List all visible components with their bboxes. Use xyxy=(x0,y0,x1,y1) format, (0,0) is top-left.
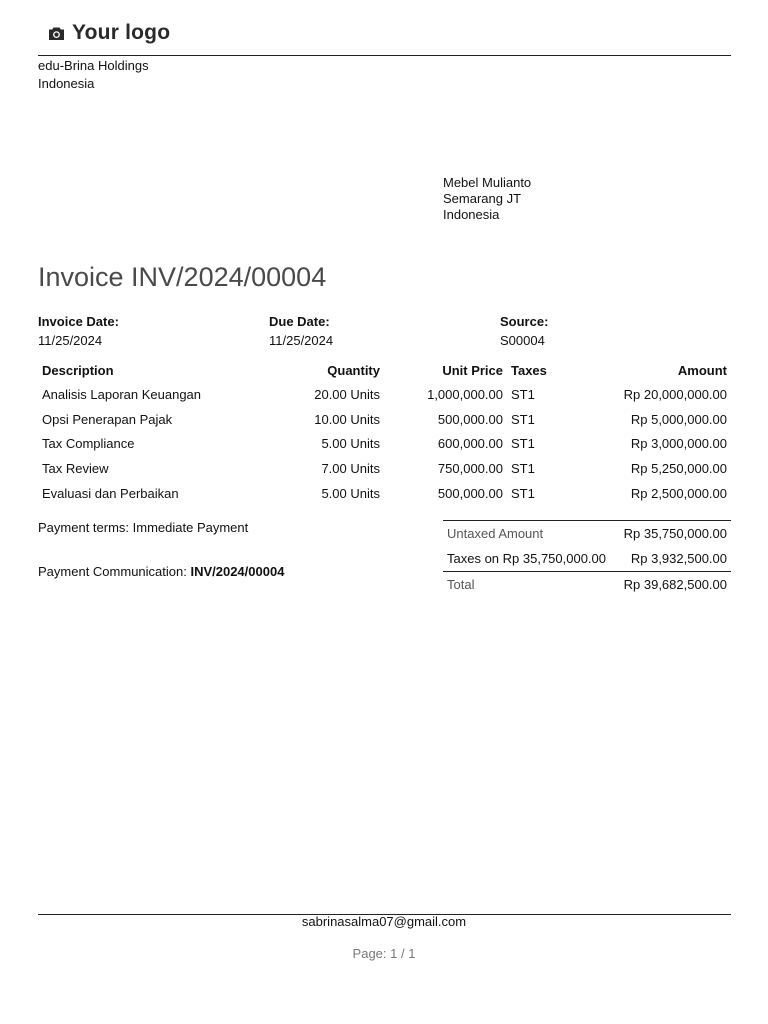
table-row xyxy=(38,382,731,407)
invoice-date-block xyxy=(38,312,119,350)
line-unit-price: 1,000,000.00 xyxy=(427,386,503,402)
due-date-label: Due Date: xyxy=(269,314,330,329)
table-header-row xyxy=(38,358,731,382)
total-label: Total xyxy=(443,572,616,598)
header-description: Description xyxy=(42,362,114,378)
taxes-value: Rp 3,932,500.00 xyxy=(630,551,727,566)
invoice-title: Invoice INV/2024/00004 xyxy=(38,262,327,292)
company-name: edu-Brina Holdings xyxy=(38,58,149,73)
line-amount: Rp 5,000,000.00 xyxy=(630,411,727,427)
page-current: 1 xyxy=(390,946,398,961)
totals-table xyxy=(443,520,731,597)
header-amount: Amount xyxy=(677,362,727,378)
payment-reference: INV/2024/00004 xyxy=(190,564,285,579)
header-unit-price: Unit Price xyxy=(442,362,503,378)
payment-communication xyxy=(38,564,284,579)
page-total: 1 xyxy=(408,946,416,961)
header-divider xyxy=(38,55,731,56)
line-description: Tax Review xyxy=(42,460,109,476)
line-amount: Rp 2,500,000.00 xyxy=(630,485,727,501)
line-unit-price: 600,000.00 xyxy=(437,436,503,452)
line-amount: Rp 20,000,000.00 xyxy=(623,386,727,402)
untaxed-row xyxy=(443,521,731,547)
footer-email: sabrinasalma07@gmail.com xyxy=(301,914,467,929)
header-taxes: Taxes xyxy=(511,362,547,378)
line-amount: Rp 3,000,000.00 xyxy=(630,436,727,452)
company-address xyxy=(38,57,149,93)
company-country: Indonesia xyxy=(38,76,95,91)
line-description: Evaluasi dan Perbaikan xyxy=(42,485,179,501)
due-date-value: 11/25/2024 xyxy=(269,333,334,348)
line-taxes: ST1 xyxy=(511,386,535,402)
table-row xyxy=(38,481,731,506)
line-quantity: 5.00 Units xyxy=(321,436,380,452)
total-value: Rp 39,682,500.00 xyxy=(616,572,731,598)
camera-icon xyxy=(48,26,65,41)
invoice-date-value: 11/25/2024 xyxy=(38,333,103,348)
taxes-row xyxy=(443,546,731,572)
partner-city: Semarang JT xyxy=(443,191,522,206)
line-description: Opsi Penerapan Pajak xyxy=(42,411,173,427)
payment-terms: Payment terms: Immediate Payment xyxy=(38,520,249,535)
untaxed-label: Untaxed Amount xyxy=(443,521,616,547)
line-unit-price: 500,000.00 xyxy=(437,485,503,501)
line-unit-price: 750,000.00 xyxy=(437,460,503,476)
page-indicator xyxy=(0,946,768,961)
untaxed-value: Rp 35,750,000.00 xyxy=(616,521,731,547)
due-date-block xyxy=(269,312,333,350)
line-quantity: 10.00 Units xyxy=(314,411,380,427)
payment-communication-label: Payment Communication: xyxy=(38,564,191,579)
logo-text: Your logo xyxy=(72,21,171,44)
source-label: Source: xyxy=(500,314,549,329)
line-quantity: 7.00 Units xyxy=(321,460,380,476)
partner-address xyxy=(443,175,531,223)
line-unit-price: 500,000.00 xyxy=(437,411,503,427)
taxes-label: Taxes on Rp 35,750,000.00 xyxy=(447,551,607,566)
header-quantity: Quantity xyxy=(327,362,380,378)
partner-name: Mebel Mulianto xyxy=(443,175,532,190)
page-separator: / xyxy=(397,946,409,961)
company-logo xyxy=(48,21,170,45)
page-label: Page: xyxy=(352,946,391,961)
invoice-date-label: Invoice Date: xyxy=(38,314,119,329)
total-row xyxy=(443,572,731,598)
line-amount: Rp 5,250,000.00 xyxy=(630,460,727,476)
table-row xyxy=(38,456,731,481)
partner-country: Indonesia xyxy=(443,207,500,222)
line-description: Analisis Laporan Keuangan xyxy=(42,386,202,402)
line-quantity: 20.00 Units xyxy=(314,386,380,402)
line-description: Tax Compliance xyxy=(42,436,135,452)
line-taxes: ST1 xyxy=(511,460,535,476)
source-block xyxy=(500,312,548,350)
line-quantity: 5.00 Units xyxy=(321,485,380,501)
table-row xyxy=(38,407,731,432)
table-row xyxy=(38,431,731,456)
line-taxes: ST1 xyxy=(511,485,535,501)
line-taxes: ST1 xyxy=(511,411,535,427)
source-value: S00004 xyxy=(500,333,545,348)
line-taxes: ST1 xyxy=(511,436,535,452)
invoice-lines-table xyxy=(38,358,731,505)
